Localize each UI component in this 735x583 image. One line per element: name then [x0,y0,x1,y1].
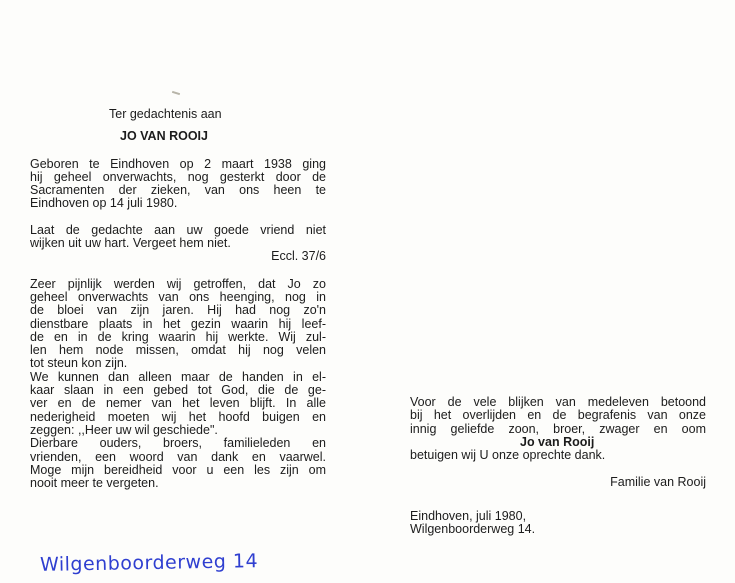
birth-line: Sacramenten der zieken, van ons heen te [30,183,326,198]
body-line: Moge mijn bereidheid voor u een les zijn om [30,462,326,477]
scan-speck [172,91,180,95]
handwritten-address: Wilgenboorderweg 14 [39,550,259,576]
body-line: nederigheid moeten wij het hoofd buigen en [30,409,326,424]
body-line: Dierbare ouders, broers, familieleden en [30,436,326,451]
body-line: dienstbare plaats in het gezin waarin hij leef- [30,316,326,331]
body-line: We kunnen dan alleen maar de handen in el- [30,369,326,384]
quote-paragraph [30,224,326,264]
body-line: zeggen: ,,Heer uw wil geschiede". [30,422,218,437]
birth-line: hij geheel onverwachts, nog gesterkt door de [30,169,326,184]
body-line: len hem node missen, omdat hij nog velen [30,343,326,358]
address: Wilgenboorderweg 14. [410,522,536,537]
signature: Familie van Rooij [610,475,706,490]
birth-line: Eindhoven op 14 juli 1980. [30,196,178,211]
thanks-line: innig geliefde zoon, broer, zwager en oom [410,421,706,436]
body-line: geheel onverwachts van ons heenging, nog in [30,289,326,304]
heading: Ter gedachtenis aan [109,107,222,121]
quote-line: Laat de gedachte aan uw goede vriend niet [30,222,326,237]
birth-line: Geboren te Eindhoven op 2 maart 1938 ging [30,156,326,171]
body-line: ver en de nemer van het leven blijft. In alle [30,396,326,411]
thanks-line: Voor de vele blijken van medeleven betoond [410,395,706,409]
right-panel [410,396,706,536]
thanks-line: bij het overlijden en de begrafenis van onze [410,408,706,423]
left-panel [30,108,326,490]
body-line: de en in de kring waarin hij werkte. Wij zul- [30,329,326,344]
body-line: nooit meer te vergeten. [30,476,159,491]
body-line: tot steun kon zijn. [30,356,128,371]
quote-line: wijken uit uw hart. Vergeet hem niet. [30,236,231,251]
body-line: kaar slaan in een gebed tot God, die de ge- [30,383,326,398]
birth-paragraph [30,158,326,211]
body-line: de bloei van zijn jaren. Hij had nog zo'n [30,303,326,318]
body-paragraph [30,278,326,491]
body-line: vrienden, een woord van dank en vaarwel. [30,449,326,464]
quote-reference: Eccl. 37/6 [271,249,326,264]
deceased-name: JO VAN ROOIJ [120,129,208,144]
thanks-name: Jo van Rooij [520,434,595,449]
body-line: Zeer pijnlijk werden wij getroffen, dat Jo zo [30,276,326,291]
place-date: Eindhoven, juli 1980, [410,508,527,523]
thanks-closing: betuigen wij U onze oprechte dank. [410,448,606,463]
